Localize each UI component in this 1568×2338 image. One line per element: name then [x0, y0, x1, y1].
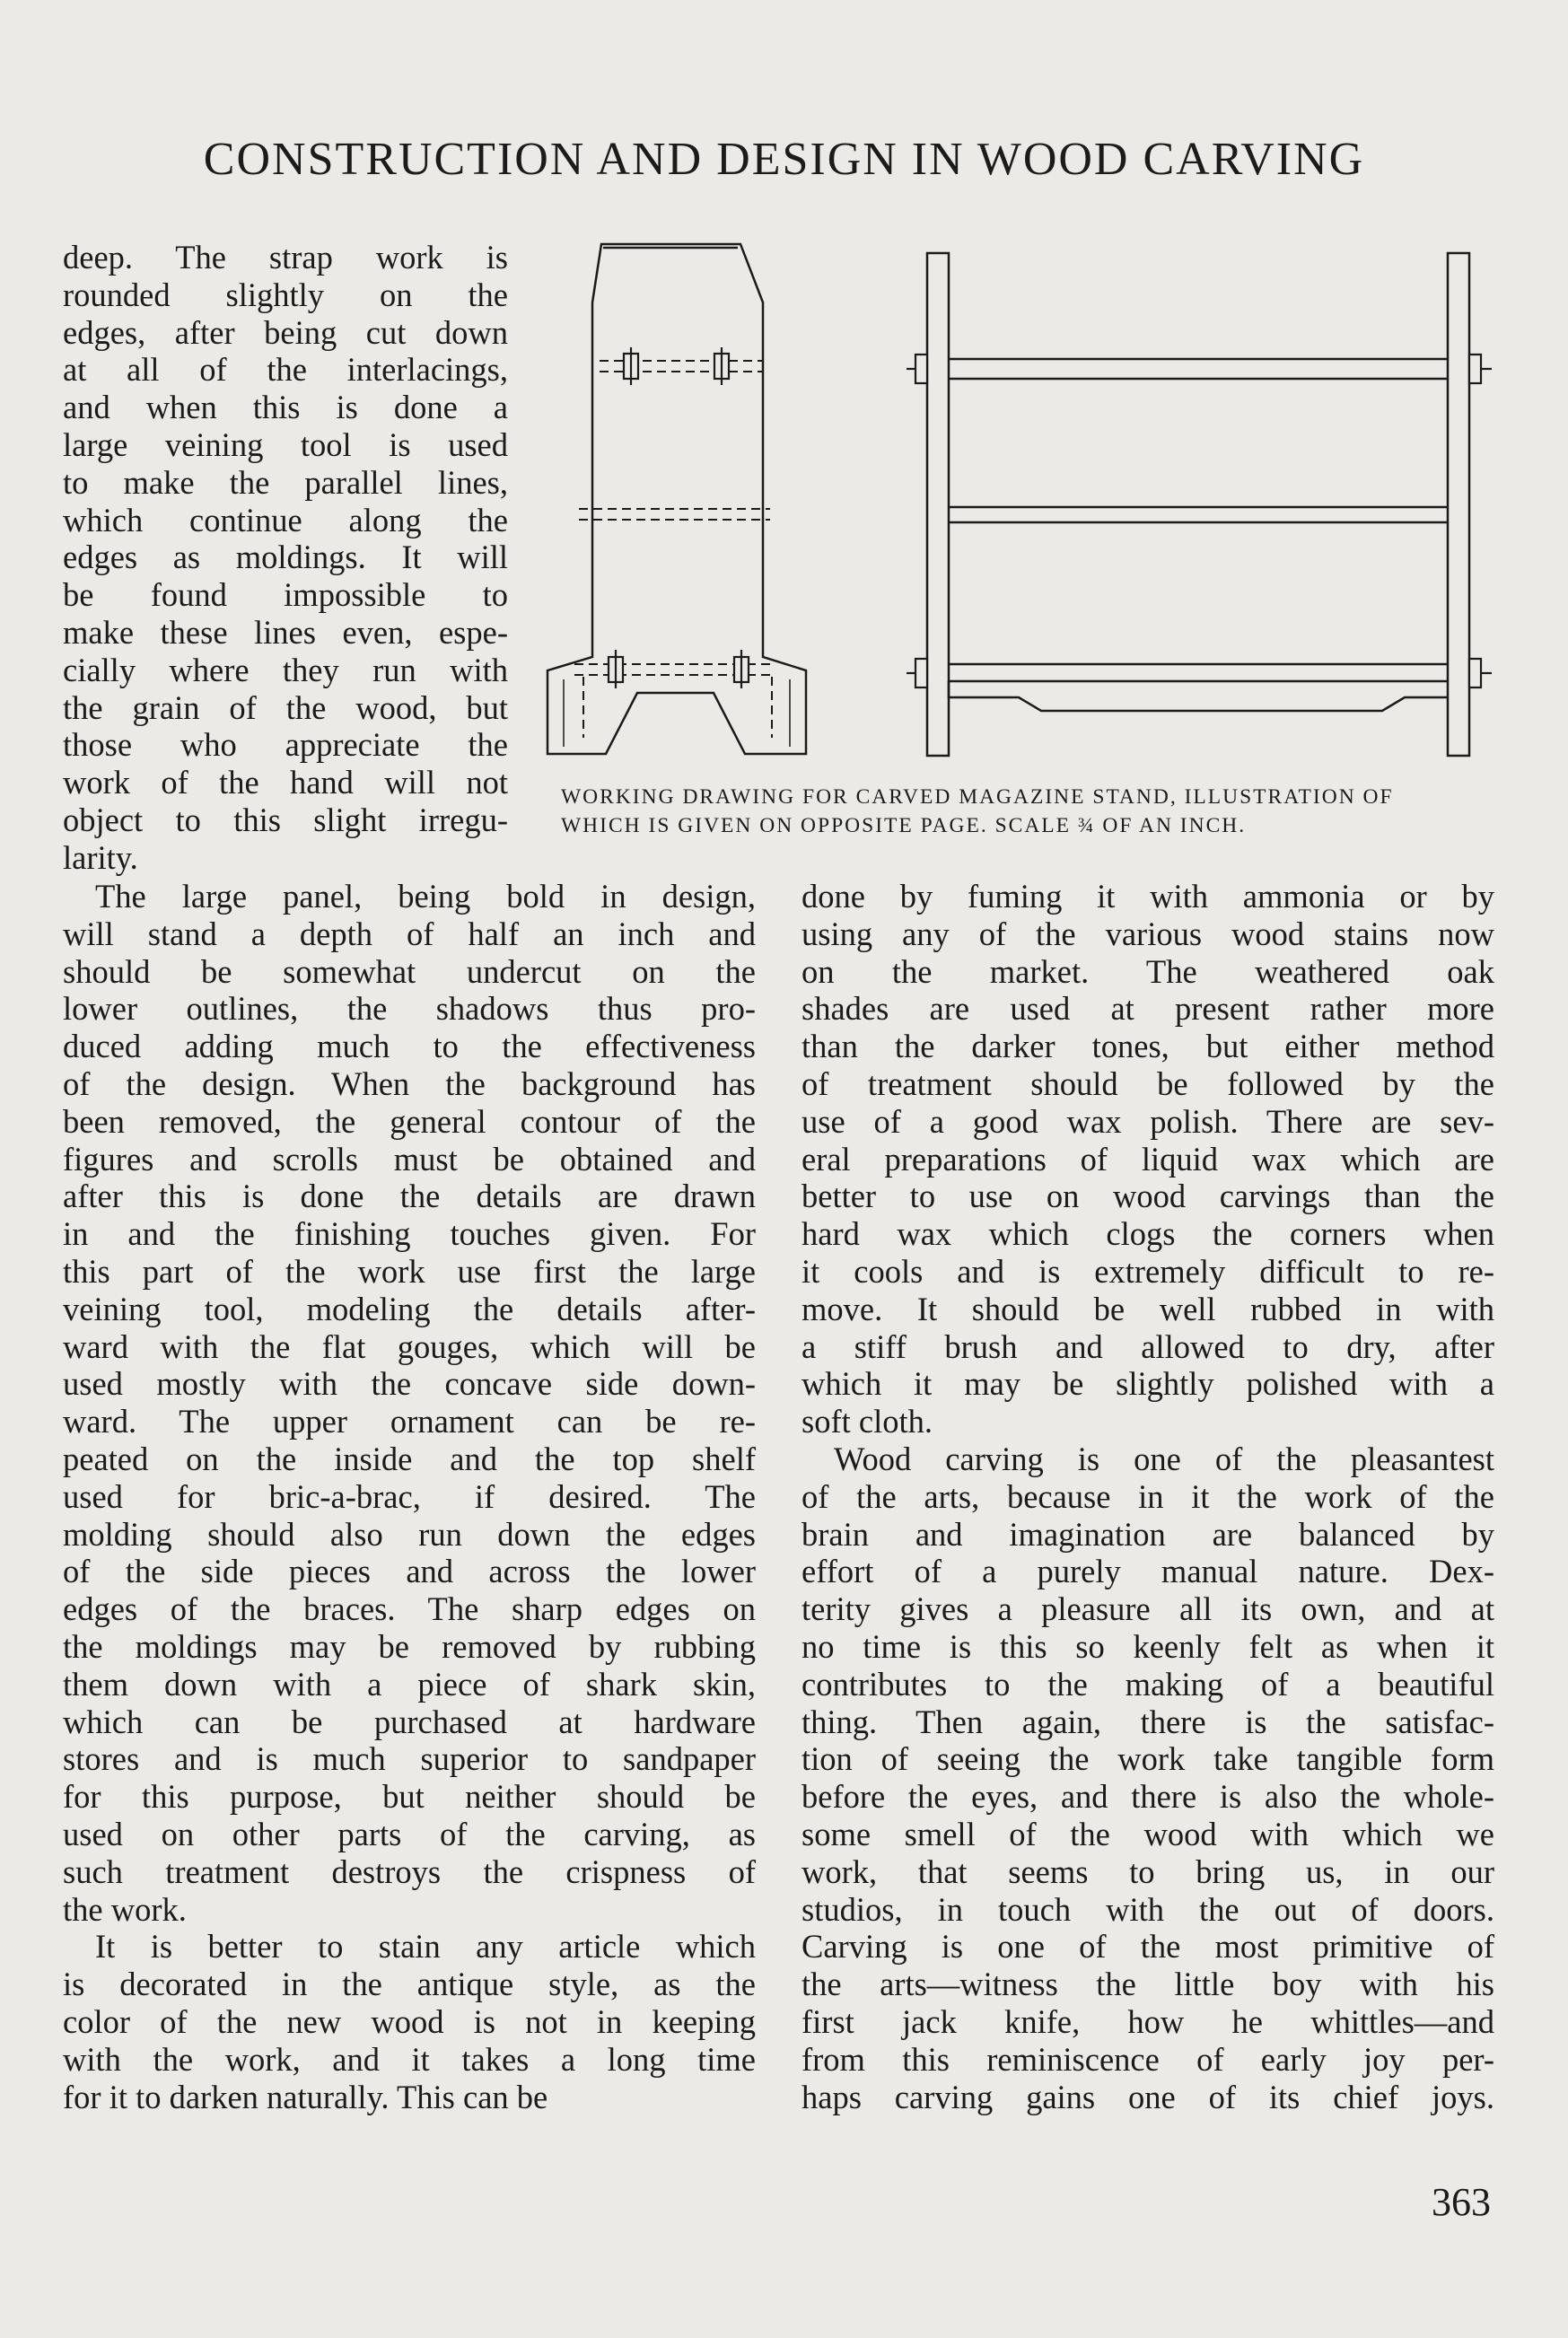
page-number: 363	[1432, 2180, 1491, 2224]
text-line: is decorated in the antique style, as the	[63, 1966, 756, 2003]
text-line: move. It should be well rubbed in with	[802, 1290, 1494, 1327]
caption-line: WORKING DRAWING FOR CARVED MAGAZINE STAND, ILLUSTRATION OF	[561, 785, 1394, 809]
text-line: thing. Then again, there is the satisfac-	[802, 1703, 1494, 1740]
text-line: veining tool, modeling the details after-	[63, 1290, 756, 1327]
text-line: tion of seeing the work take tangible form	[802, 1740, 1494, 1778]
text-line: color of the new wood is not in keeping	[63, 2002, 756, 2040]
text-line: the arts—witness the little boy with his	[802, 1966, 1494, 2003]
text-line: those who appreciate the	[63, 726, 508, 764]
text-line: from this reminiscence of early joy per-	[802, 2040, 1494, 2078]
text-line: stores and is much superior to sandpaper	[63, 1740, 756, 1778]
text-line: first jack knife, how he whittles—and	[802, 2002, 1494, 2040]
text-line: done by fuming it with ammonia or by	[802, 878, 1494, 915]
text-line: cially where they run with	[63, 651, 508, 688]
text-line: object to this slight irregu-	[63, 801, 508, 838]
caption-line: WHICH IS GIVEN ON OPPOSITE PAGE. SCALE ¾ OF AN INCH.	[561, 814, 1247, 837]
text-line: duced adding much to the effectiveness	[63, 1028, 756, 1065]
left-column	[63, 878, 756, 2115]
text-line: It is better to stain any article which	[95, 1928, 756, 1966]
text-line: for this purpose, but neither should be	[63, 1778, 756, 1816]
figure-caption	[561, 783, 1476, 840]
text-line: Carving is one of the most primitive of	[802, 1928, 1494, 1966]
text-line: to make the parallel lines,	[63, 463, 508, 501]
text-line: no time is this so keenly felt as when it	[802, 1627, 1494, 1665]
text-line: lower outlines, the shadows thus pro-	[63, 990, 756, 1028]
text-line: this part of the work use first the large	[63, 1252, 756, 1290]
text-line: of the arts, because in it the work of the	[802, 1477, 1494, 1515]
text-line: Wood carving is one of the pleasantest	[834, 1440, 1494, 1477]
text-line: edges as moldings. It will	[63, 539, 508, 576]
text-line: work, that seems to bring us, in our	[802, 1852, 1494, 1890]
text-line: hard wax which clogs the corners when	[802, 1215, 1494, 1253]
text-line: use of a good wax polish. There are sev-	[802, 1102, 1494, 1140]
text-line: which it may be slightly polished with a	[802, 1365, 1494, 1403]
text-line: eral preparations of liquid wax which are	[802, 1140, 1494, 1178]
text-line: for it to darken naturally. This can be	[63, 2078, 548, 2115]
text-line: the work.	[63, 1890, 187, 1928]
front-view-drawing	[898, 235, 1508, 774]
text-line: on the market. The weathered oak	[802, 952, 1494, 990]
text-line: such treatment destroys the crispness of	[63, 1852, 756, 1890]
text-line: deep. The strap work is	[63, 239, 508, 276]
text-line: at all of the interlacings,	[63, 351, 508, 389]
text-line: which can be purchased at hardware	[63, 1703, 756, 1740]
text-line: contributes to the making of a beautiful	[802, 1665, 1494, 1703]
text-line: better to use on wood carvings than the	[802, 1178, 1494, 1215]
text-line: of the design. When the background has	[63, 1064, 756, 1102]
page-title: CONSTRUCTION AND DESIGN IN WOOD CARVING	[203, 134, 1365, 185]
text-line: with the work, and it takes a long time	[63, 2040, 756, 2078]
text-line: rounded slightly on the	[63, 276, 508, 313]
text-line: it cools and is extremely difficult to re-	[802, 1252, 1494, 1290]
text-line: studios, in touch with the out of doors.	[802, 1890, 1494, 1928]
text-line: which continue along the	[63, 501, 508, 539]
text-line: edges of the braces. The sharp edges on	[63, 1590, 756, 1628]
text-line: molding should also run down the edges	[63, 1515, 756, 1553]
text-line: a stiff brush and allowed to dry, after	[802, 1327, 1494, 1365]
text-line: using any of the various wood stains now	[802, 915, 1494, 952]
text-line: edges, after being cut down	[63, 313, 508, 351]
side-view-drawing	[539, 235, 817, 774]
text-line: make these lines even, espe-	[63, 613, 508, 651]
text-line: haps carving gains one of its chief joys.	[802, 2078, 1494, 2115]
text-line: The large panel, being bold in design,	[95, 878, 756, 915]
text-line: ward with the flat gouges, which will be	[63, 1327, 756, 1365]
text-line: should be somewhat undercut on the	[63, 952, 756, 990]
text-line: used on other parts of the carving, as	[63, 1815, 756, 1852]
text-line: peated on the inside and the top shelf	[63, 1440, 756, 1477]
text-line: shades are used at present rather more	[802, 990, 1494, 1028]
right-column	[802, 878, 1494, 2115]
text-line: the moldings may be removed by rubbing	[63, 1627, 756, 1665]
text-line: larity.	[63, 838, 138, 876]
text-line: used for bric-a-brac, if desired. The	[63, 1477, 756, 1515]
text-line: used mostly with the concave side down-	[63, 1365, 756, 1403]
text-line: work of the hand will not	[63, 764, 508, 801]
text-line: and when this is done a	[63, 389, 508, 426]
text-line: the grain of the wood, but	[63, 688, 508, 726]
text-line: after this is done the details are drawn	[63, 1178, 756, 1215]
text-line: figures and scrolls must be obtained and	[63, 1140, 756, 1178]
text-line: terity gives a pleasure all its own, and at	[802, 1590, 1494, 1628]
text-line: soft cloth.	[802, 1403, 933, 1440]
text-line: before the eyes, and there is also the whole-	[802, 1778, 1494, 1816]
text-line: some smell of the wood with which we	[802, 1815, 1494, 1852]
text-line: been removed, the general contour of the	[63, 1102, 756, 1140]
text-line: than the darker tones, but either method	[802, 1028, 1494, 1065]
intro-paragraph	[63, 239, 508, 877]
text-line: in and the finishing touches given. For	[63, 1215, 756, 1253]
text-line: them down with a piece of shark skin,	[63, 1665, 756, 1703]
text-line: of treatment should be followed by the	[802, 1064, 1494, 1102]
text-line: of the side pieces and across the lower	[63, 1553, 756, 1590]
text-line: brain and imagination are balanced by	[802, 1515, 1494, 1553]
text-line: will stand a depth of half an inch and	[63, 915, 756, 952]
text-line: ward. The upper ornament can be re-	[63, 1403, 756, 1440]
text-line: effort of a purely manual nature. Dex-	[802, 1553, 1494, 1590]
text-line: be found impossible to	[63, 576, 508, 614]
text-line: large veining tool is used	[63, 425, 508, 463]
